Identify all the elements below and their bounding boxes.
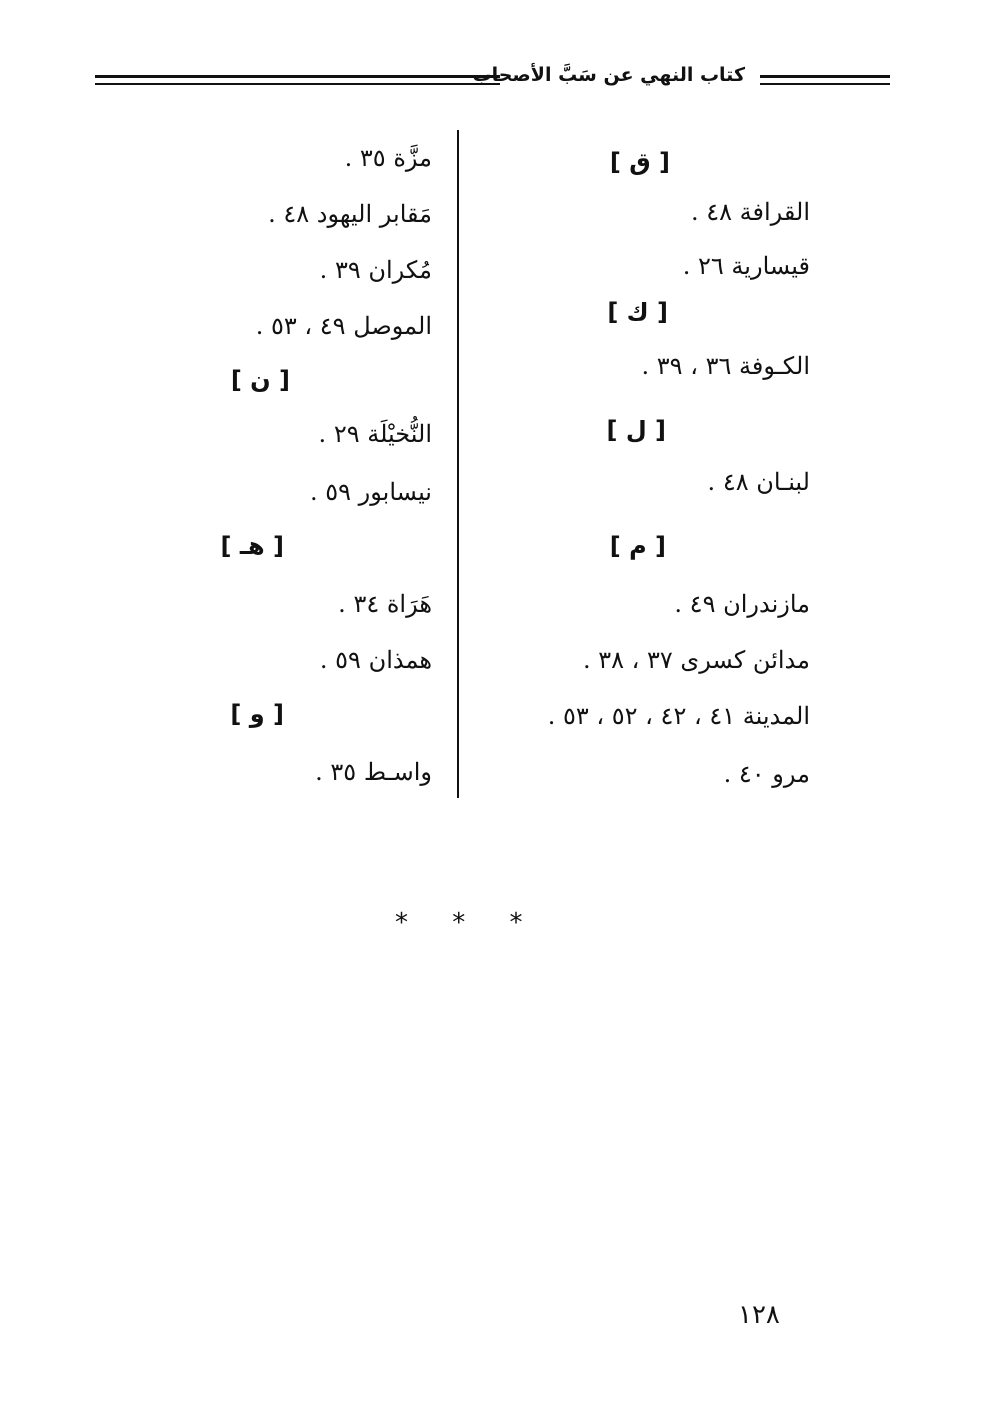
letter-heading: [ و ] — [230, 700, 284, 728]
index-entry: همذان ٥٩ . — [319, 646, 432, 674]
letter-heading: [ م ] — [609, 532, 666, 560]
index-entry: المدينة ٤١ ، ٤٢ ، ٥٢ ، ٥٣ . — [547, 702, 810, 730]
header-rule-left-thin — [95, 83, 500, 85]
header-rule-right-thin — [760, 83, 890, 85]
letter-heading: [ ق ] — [609, 148, 670, 176]
index-entry: لبنـان ٤٨ . — [707, 468, 810, 496]
page-number: ١٢٨ — [738, 1300, 780, 1330]
index-entry: مدائن كسرى ٣٧ ، ٣٨ . — [582, 646, 810, 674]
running-title: كتاب النهي عن سَبَّ الأصحاب — [472, 64, 745, 86]
letter-heading: [ هـ ] — [220, 532, 284, 560]
index-entry: مُكران ٣٩ . — [319, 256, 432, 284]
letter-heading: [ ك ] — [607, 298, 668, 326]
index-entry: مازندران ٤٩ . — [674, 590, 810, 618]
index-entry: مَقابر اليهود ٤٨ . — [268, 200, 432, 228]
index-entry: نيسابور ٥٩ . — [310, 478, 432, 506]
index-entry: واسـط ٣٥ . — [315, 758, 432, 786]
letter-heading: [ ل ] — [606, 416, 666, 444]
letter-heading: [ ن ] — [230, 366, 290, 394]
index-entry: قيسارية ٢٦ . — [682, 252, 810, 280]
index-entry: النُّخيْلَة ٢٩ . — [318, 420, 432, 448]
index-entry: هَرَاة ٣٤ . — [338, 590, 432, 618]
header-rule-right-thick — [760, 75, 890, 78]
column-divider — [457, 130, 459, 798]
index-entry: مرو ٤٠ . — [723, 760, 810, 788]
index-entry: القرافة ٤٨ . — [690, 198, 810, 226]
header-rule-left-thick — [95, 75, 500, 78]
index-entry: الموصل ٤٩ ، ٥٣ . — [255, 312, 432, 340]
section-separator: * * * — [395, 908, 541, 938]
running-header — [95, 62, 890, 92]
index-entry: الكـوفة ٣٦ ، ٣٩ . — [641, 352, 810, 380]
index-entry: مزَّة ٣٥ . — [344, 144, 432, 172]
